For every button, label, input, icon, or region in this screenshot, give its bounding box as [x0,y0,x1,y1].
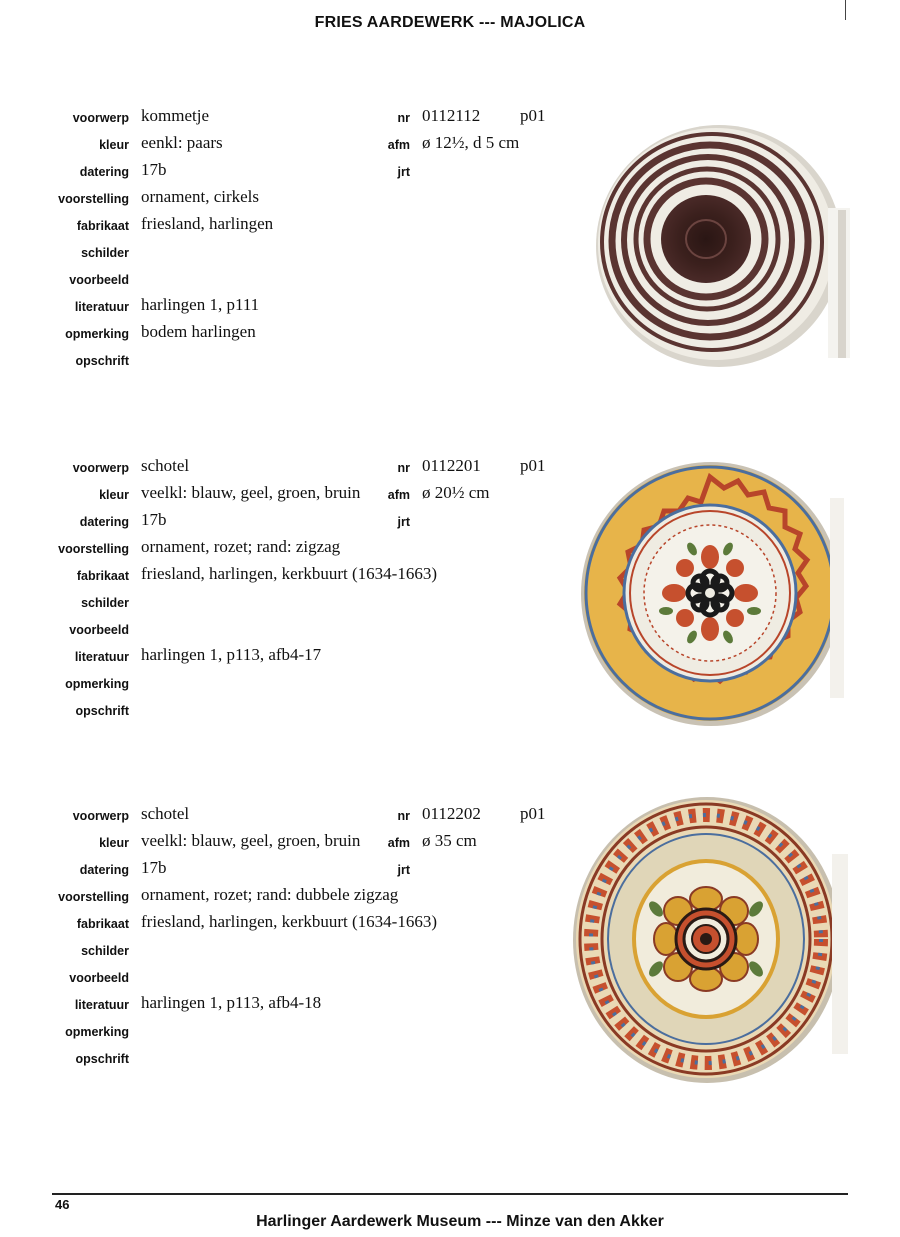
footer-text: Harlinger Aardewerk Museum --- Minze van den Akker [256,1213,664,1230]
catalog-entry-2 [0,350,900,718]
label-kleur: kleur [99,138,129,152]
catalog-entry-1 [0,0,900,368]
label-datering: datering [79,863,129,877]
label-datering: datering [79,165,129,179]
label-literatuur: literatuur [74,300,129,314]
dish-photo-zigzag [576,458,844,730]
value-fabrikaat: friesland, harlingen, kerkbuurt (1634-1663) [141,912,437,931]
label-opschrift: opschrift [75,704,129,718]
label-nr: nr [397,809,410,823]
value-literatuur: harlingen 1, p113, afb4-18 [141,993,322,1012]
value-kleur: veelkl: blauw, geel, groen, bruin [141,831,361,850]
label-literatuur: literatuur [74,998,129,1012]
label-kleur: kleur [99,488,129,502]
label-schilder: schilder [81,246,129,260]
value-page-code: p01 [520,456,546,475]
label-voorwerp: voorwerp [72,809,129,823]
label-schilder: schilder [81,944,129,958]
value-voorwerp: kommetje [141,106,209,125]
value-opmerking: bodem harlingen [141,322,256,341]
label-jrt: jrt [397,863,410,877]
value-nr: 0112201 [422,456,481,475]
value-datering: 17b [141,858,167,877]
value-voorwerp: schotel [141,456,190,475]
value-afm: ø 35 cm [422,831,477,850]
value-voorstelling: ornament, cirkels [141,187,260,206]
label-kleur: kleur [99,836,129,850]
label-literatuur: literatuur [74,650,129,664]
value-voorstelling: ornament, rozet; rand: dubbele zigzag [141,885,399,904]
label-schilder: schilder [81,596,129,610]
label-opschrift: opschrift [75,1052,129,1066]
dish-photo-double-zigzag [570,794,848,1086]
value-page-code: p01 [520,804,546,823]
label-voorwerp: voorwerp [72,111,129,125]
label-voorstelling: voorstelling [58,890,129,904]
label-nr: nr [397,111,410,125]
value-datering: 17b [141,160,167,179]
value-voorwerp: schotel [141,804,190,823]
label-fabrikaat: fabrikaat [76,917,129,931]
label-jrt: jrt [397,165,410,179]
label-afm: afm [387,836,410,850]
value-fabrikaat: friesland, harlingen, kerkbuurt (1634-1663) [141,564,437,583]
label-voorbeeld: voorbeeld [69,623,129,637]
label-afm: afm [387,488,410,502]
label-voorstelling: voorstelling [58,192,129,206]
page-title: FRIES AARDEWERK --- MAJOLICA [314,14,586,31]
footer-rule [52,1193,848,1195]
value-afm: ø 12½, d 5 cm [422,133,520,152]
value-kleur: veelkl: blauw, geel, groen, bruin [141,483,361,502]
bowl-photo [588,118,850,374]
label-voorstelling: voorstelling [58,542,129,556]
label-datering: datering [79,515,129,529]
value-afm: ø 20½ cm [422,483,490,502]
label-voorbeeld: voorbeeld [69,273,129,287]
label-fabrikaat: fabrikaat [76,219,129,233]
label-jrt: jrt [397,515,410,529]
value-literatuur: harlingen 1, p111 [141,295,260,314]
value-voorstelling: ornament, rozet; rand: zigzag [141,537,341,556]
label-fabrikaat: fabrikaat [76,569,129,583]
label-afm: afm [387,138,410,152]
value-fabrikaat: friesland, harlingen [141,214,274,233]
label-opschrift: opschrift [75,354,129,368]
value-page-code: p01 [520,106,546,125]
value-datering: 17b [141,510,167,529]
label-opmerking: opmerking [65,1025,129,1039]
page-number: 46 [55,1197,70,1212]
label-opmerking: opmerking [65,327,129,341]
label-voorbeeld: voorbeeld [69,971,129,985]
label-opmerking: opmerking [65,677,129,691]
catalog-entry-3 [0,698,900,1066]
value-nr: 0112112 [422,106,481,125]
value-kleur: eenkl: paars [141,133,223,152]
label-voorwerp: voorwerp [72,461,129,475]
value-literatuur: harlingen 1, p113, afb4-17 [141,645,322,664]
label-nr: nr [397,461,410,475]
value-nr: 0112202 [422,804,481,823]
